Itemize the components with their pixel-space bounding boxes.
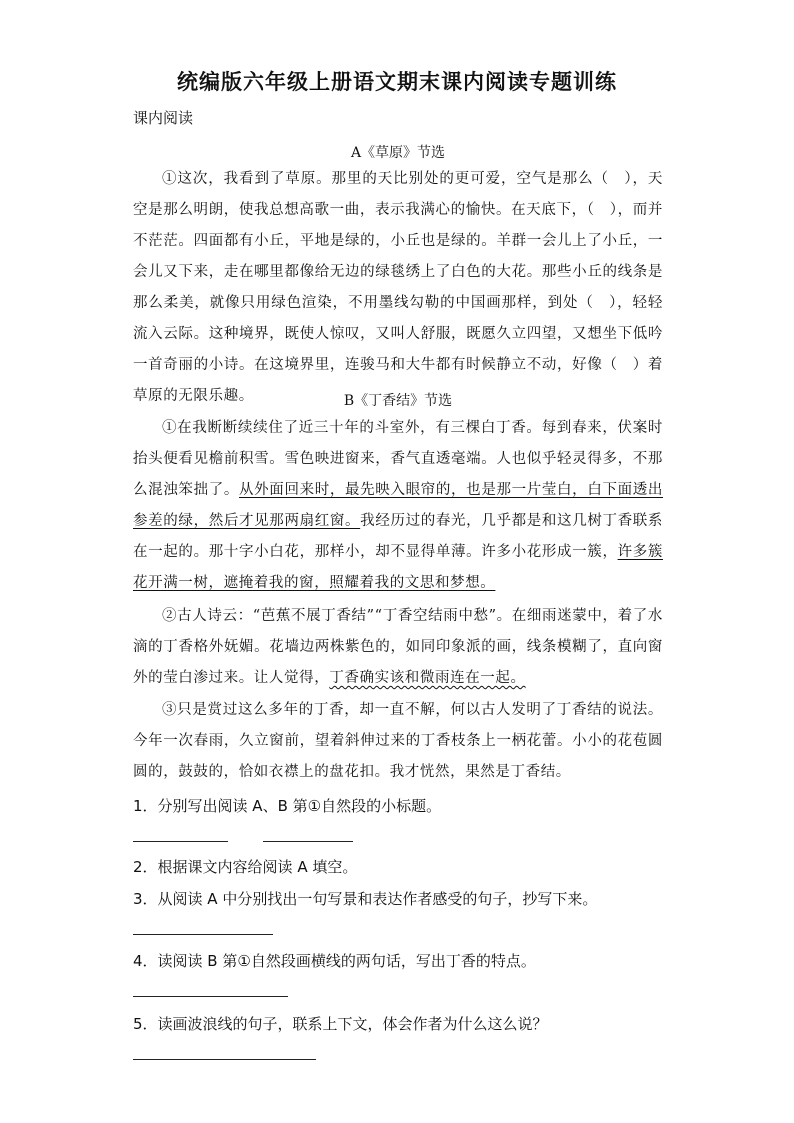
question-1: 1．分别写出阅读 A、B 第①自然段的小标题。 <box>133 797 442 815</box>
underlined-sentence-2: 许多簇花开满一树，遮掩着我的窗，照耀着我的文思和梦想。 <box>133 544 663 591</box>
answer-blank-5[interactable] <box>133 1059 316 1060</box>
underlined-sentence-1: 从外面回来时，最先映入眼帘的，也是那一片莹白，白下面透出参差的绿，然后才见那两扇红窗。 <box>133 482 663 529</box>
answer-blank-1b[interactable] <box>263 841 353 842</box>
question-3: 3．从阅读 A 中分别找出一句写景和表达作者感受的句子，抄写下来。 <box>133 890 598 908</box>
wavy-underlined-sentence: 丁香确实该和微雨连在一起。 <box>329 670 526 686</box>
question-2: 2．根据课文内容给阅读 A 填空。 <box>133 858 358 876</box>
passage-b-paragraph-3: ③只是赏过这么多年的丁香，却一直不解，何以古人发明了丁香结的说法。今年一次春雨，久立窗前，望着斜伸过来的丁香枝条上一柄花蕾。小小的花苞圆圆的，鼓鼓的，恰如衣襟上的盘花扣。我才恍然，果然是丁香结。 <box>133 702 663 780</box>
section-label: 课内阅读 <box>133 109 194 127</box>
passage-b-p1-text-b: 我经历过的春光，几乎都是和这几树丁香联系在一起的。那十字小白花，那样小，却不显得单薄。许多小花形成一簇， <box>133 513 664 560</box>
passage-b-paragraph-2 <box>133 601 663 694</box>
passage-a-heading: A《草原》节选 <box>350 145 446 161</box>
answer-blank-3[interactable] <box>133 934 273 935</box>
answer-blank-1a[interactable] <box>133 841 228 842</box>
passage-b-paragraph-1 <box>133 413 663 599</box>
page-title: 统编版六年级上册语文期末课内阅读专题训练 <box>177 69 617 94</box>
passage-a-paragraph: ①这次，我看到了草原。那里的天比别处的更可爱，空气是那么（ ），天空是那么明朗，使我总想高歌一曲，表示我满心的愉快。在天底下，（ ），而并不茫茫。四面都有小丘，平地是绿的，小丘也是绿的。羊群一会儿上了小丘，一会儿又下来，走在哪里都像给无边的绿毯绣上了白色的大花。那些小丘的线条是那么柔美，就像只用绿色渲染，不用墨线勾勒的中国画那样，到处（ ），轻轻流入云际。这种境界，既使人惊叹，又叫人舒服，既愿久立四望，又想坐下低吟一首奇丽的小诗。在这境界里，连骏马和大牛都有时候静立不动，好像（ ）着草原的无限乐趣。 <box>133 171 663 404</box>
question-4: 4．读阅读 B 第①自然段画横线的两句话，写出丁香的特点。 <box>133 952 536 970</box>
question-5: 5．读画波浪线的句子，联系上下文，体会作者为什么这么说？ <box>133 1015 548 1033</box>
answer-blank-4[interactable] <box>133 996 288 997</box>
passage-b-heading: B《丁香结》节选 <box>343 393 453 409</box>
passage-b-p1-text-a: ①在我断断续续住了近三十年的斗室外，有三棵白丁香。每到春来，伏案时抬头便看见檐前积雪。雪色映进窗来，香气直透毫端。人也似乎轻灵得多，不那么混浊笨拙了。 <box>133 420 663 498</box>
passage-b-p2-text: ②古人诗云：“芭蕉不展丁香结”“丁香空结雨中愁”。在细雨迷蒙中，着了水滴的丁香格外妩媚。花墙边两株紫色的，如同印象派的画，线条模糊了，直向窗外的莹白渗过来。让人觉得， <box>133 608 663 686</box>
